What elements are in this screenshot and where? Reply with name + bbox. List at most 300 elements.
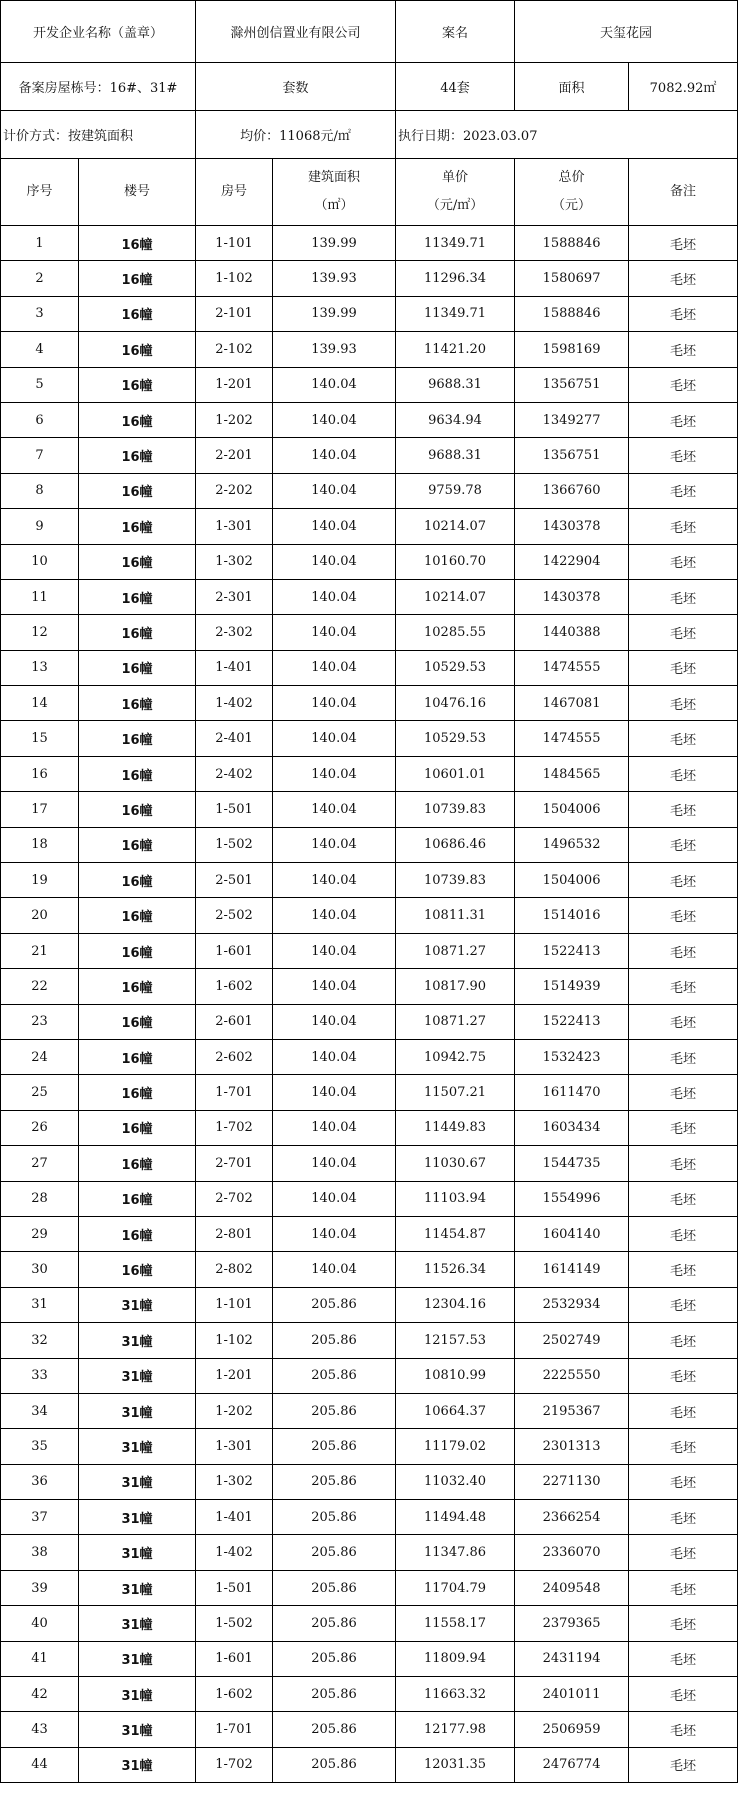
cell-room: 2-801 <box>196 1216 273 1251</box>
cell-building: 16幢 <box>79 615 196 650</box>
cell-total: 2195367 <box>515 1393 629 1428</box>
cell-room: 2-101 <box>196 296 273 331</box>
cell-remark: 毛坯 <box>629 1641 738 1676</box>
cell-area: 140.04 <box>273 1216 396 1251</box>
cell-remark: 毛坯 <box>629 1570 738 1605</box>
cell-total: 1496532 <box>515 827 629 862</box>
table-row <box>1 1075 738 1110</box>
cell-area: 205.86 <box>273 1429 396 1464</box>
cell-total: 2532934 <box>515 1287 629 1322</box>
cell-seq: 39 <box>1 1570 79 1605</box>
cell-remark: 毛坯 <box>629 1181 738 1216</box>
cell-area: 140.04 <box>273 579 396 614</box>
cell-building: 16幢 <box>79 509 196 544</box>
cell-remark: 毛坯 <box>629 1535 738 1570</box>
cell-building: 16幢 <box>79 863 196 898</box>
cell-room: 1-101 <box>196 1287 273 1322</box>
cell-room: 1-301 <box>196 509 273 544</box>
cell-remark: 毛坯 <box>629 1606 738 1641</box>
cell-area: 205.86 <box>273 1287 396 1322</box>
cell-total: 1598169 <box>515 332 629 367</box>
cell-total: 2379365 <box>515 1606 629 1641</box>
table-row <box>1 296 738 331</box>
cell-total: 1544735 <box>515 1146 629 1181</box>
cell-seq: 22 <box>1 969 79 1004</box>
cell-unit-price: 10214.07 <box>396 579 515 614</box>
table-row <box>1 686 738 721</box>
cell-area: 140.04 <box>273 473 396 508</box>
cell-unit-price: 11704.79 <box>396 1570 515 1605</box>
cell-seq: 12 <box>1 615 79 650</box>
cell-total: 1474555 <box>515 650 629 685</box>
table-row <box>1 1287 738 1322</box>
cell-area: 140.04 <box>273 863 396 898</box>
cell-area: 140.04 <box>273 1146 396 1181</box>
table-row <box>1 1641 738 1676</box>
cell-building: 16幢 <box>79 827 196 862</box>
cell-seq: 33 <box>1 1358 79 1393</box>
cell-room: 2-701 <box>196 1146 273 1181</box>
col-building: 楼号 <box>79 159 196 226</box>
cell-room: 2-302 <box>196 615 273 650</box>
column-header-row <box>1 159 738 226</box>
cell-building: 16幢 <box>79 261 196 296</box>
cell-total: 1366760 <box>515 473 629 508</box>
cell-seq: 27 <box>1 1146 79 1181</box>
cell-building: 31幢 <box>79 1429 196 1464</box>
cell-room: 1-702 <box>196 1747 273 1782</box>
cell-building: 16幢 <box>79 1039 196 1074</box>
cell-seq: 17 <box>1 792 79 827</box>
cell-total: 1588846 <box>515 296 629 331</box>
cell-room: 1-201 <box>196 367 273 402</box>
cell-seq: 44 <box>1 1747 79 1782</box>
table-row <box>1 1252 738 1287</box>
cell-unit-price: 11809.94 <box>396 1641 515 1676</box>
cell-seq: 1 <box>1 226 79 261</box>
cell-remark: 毛坯 <box>629 402 738 437</box>
cell-room: 1-502 <box>196 1606 273 1641</box>
table-row <box>1 1712 738 1747</box>
cell-area: 140.04 <box>273 367 396 402</box>
cell-unit-price: 11296.34 <box>396 261 515 296</box>
cell-remark: 毛坯 <box>629 1323 738 1358</box>
cell-remark: 毛坯 <box>629 1287 738 1322</box>
cell-remark: 毛坯 <box>629 1500 738 1535</box>
cell-unit-price: 12304.16 <box>396 1287 515 1322</box>
table-row <box>1 650 738 685</box>
cell-building: 16幢 <box>79 367 196 402</box>
cell-building: 31幢 <box>79 1677 196 1712</box>
cell-seq: 36 <box>1 1464 79 1499</box>
table-row <box>1 1606 738 1641</box>
buildings-label: 备案房屋栋号：16#、31# <box>1 63 196 111</box>
table-row <box>1 615 738 650</box>
cell-remark: 毛坯 <box>629 1358 738 1393</box>
table-row <box>1 544 738 579</box>
cell-area: 139.93 <box>273 332 396 367</box>
cell-room: 1-601 <box>196 933 273 968</box>
table-row <box>1 1146 738 1181</box>
cell-remark: 毛坯 <box>629 332 738 367</box>
cell-building: 16幢 <box>79 1181 196 1216</box>
cell-total: 2409548 <box>515 1570 629 1605</box>
cell-unit-price: 9688.31 <box>396 367 515 402</box>
cell-seq: 28 <box>1 1181 79 1216</box>
cell-remark: 毛坯 <box>629 1110 738 1145</box>
cell-seq: 29 <box>1 1216 79 1251</box>
table-row <box>1 261 738 296</box>
cell-seq: 3 <box>1 296 79 331</box>
table-row <box>1 332 738 367</box>
cell-remark: 毛坯 <box>629 1747 738 1782</box>
cell-seq: 23 <box>1 1004 79 1039</box>
cell-building: 16幢 <box>79 226 196 261</box>
cell-remark: 毛坯 <box>629 1216 738 1251</box>
table-row <box>1 1358 738 1393</box>
cell-building: 16幢 <box>79 756 196 791</box>
area-label: 面积 <box>515 63 629 111</box>
cell-area: 139.99 <box>273 296 396 331</box>
table-row <box>1 367 738 402</box>
cell-remark: 毛坯 <box>629 721 738 756</box>
cell-building: 16幢 <box>79 402 196 437</box>
cell-unit-price: 11507.21 <box>396 1075 515 1110</box>
cell-remark: 毛坯 <box>629 863 738 898</box>
col-total <box>515 159 629 226</box>
cell-room: 2-602 <box>196 1039 273 1074</box>
cell-area: 140.04 <box>273 402 396 437</box>
cell-total: 1532423 <box>515 1039 629 1074</box>
cell-seq: 21 <box>1 933 79 968</box>
table-row <box>1 827 738 862</box>
developer-label: 开发企业名称（盖章） <box>1 1 196 63</box>
table-row <box>1 509 738 544</box>
cell-total: 1611470 <box>515 1075 629 1110</box>
cell-area: 205.86 <box>273 1393 396 1428</box>
cell-total: 1588846 <box>515 226 629 261</box>
cell-total: 1467081 <box>515 686 629 721</box>
cell-area: 140.04 <box>273 1075 396 1110</box>
cell-room: 1-602 <box>196 1677 273 1712</box>
cell-area: 140.04 <box>273 509 396 544</box>
cell-remark: 毛坯 <box>629 1677 738 1712</box>
cell-room: 1-601 <box>196 1641 273 1676</box>
cell-room: 1-402 <box>196 686 273 721</box>
exec-date: 执行日期：2023.03.07 <box>396 111 738 159</box>
cell-building: 16幢 <box>79 1252 196 1287</box>
cell-seq: 43 <box>1 1712 79 1747</box>
cell-area: 205.86 <box>273 1677 396 1712</box>
cell-room: 1-101 <box>196 226 273 261</box>
cell-building: 31幢 <box>79 1464 196 1499</box>
table-row <box>1 1216 738 1251</box>
area-value: 7082.92㎡ <box>629 63 738 111</box>
cell-building: 16幢 <box>79 1146 196 1181</box>
cell-seq: 13 <box>1 650 79 685</box>
cell-building: 31幢 <box>79 1287 196 1322</box>
cell-area: 140.04 <box>273 827 396 862</box>
cell-remark: 毛坯 <box>629 367 738 402</box>
table-row <box>1 1393 738 1428</box>
cell-seq: 37 <box>1 1500 79 1535</box>
cell-building: 31幢 <box>79 1570 196 1605</box>
col-unit-price <box>396 159 515 226</box>
col-room: 房号 <box>196 159 273 226</box>
cell-seq: 30 <box>1 1252 79 1287</box>
cell-seq: 6 <box>1 402 79 437</box>
cell-room: 1-702 <box>196 1110 273 1145</box>
cell-room: 1-401 <box>196 1500 273 1535</box>
cell-seq: 10 <box>1 544 79 579</box>
cell-area: 140.04 <box>273 933 396 968</box>
cell-seq: 20 <box>1 898 79 933</box>
units-label: 套数 <box>196 63 396 111</box>
cell-building: 16幢 <box>79 933 196 968</box>
cell-building: 31幢 <box>79 1712 196 1747</box>
cell-area: 140.04 <box>273 792 396 827</box>
cell-remark: 毛坯 <box>629 1712 738 1747</box>
cell-total: 1580697 <box>515 261 629 296</box>
cell-unit-price: 10664.37 <box>396 1393 515 1428</box>
cell-seq: 26 <box>1 1110 79 1145</box>
cell-area: 140.04 <box>273 615 396 650</box>
cell-building: 16幢 <box>79 1216 196 1251</box>
cell-room: 2-102 <box>196 332 273 367</box>
pricing-row <box>1 111 738 159</box>
cell-seq: 7 <box>1 438 79 473</box>
cell-building: 31幢 <box>79 1393 196 1428</box>
cell-unit-price: 10285.55 <box>396 615 515 650</box>
table-row <box>1 721 738 756</box>
developer-row <box>1 1 738 63</box>
cell-total: 2336070 <box>515 1535 629 1570</box>
cell-unit-price: 9759.78 <box>396 473 515 508</box>
cell-total: 1554996 <box>515 1181 629 1216</box>
cell-total: 1349277 <box>515 402 629 437</box>
cell-total: 2301313 <box>515 1429 629 1464</box>
cell-total: 1422904 <box>515 544 629 579</box>
project-name: 天玺花园 <box>515 1 738 63</box>
cell-total: 2502749 <box>515 1323 629 1358</box>
col-area-unit: （㎡） <box>314 198 354 213</box>
cell-area: 140.04 <box>273 1039 396 1074</box>
cell-building: 16幢 <box>79 792 196 827</box>
table-row <box>1 579 738 614</box>
cell-seq: 14 <box>1 686 79 721</box>
cell-area: 205.86 <box>273 1641 396 1676</box>
cell-building: 16幢 <box>79 969 196 1004</box>
cell-unit-price: 12157.53 <box>396 1323 515 1358</box>
cell-remark: 毛坯 <box>629 544 738 579</box>
cell-area: 205.86 <box>273 1747 396 1782</box>
cell-area: 205.86 <box>273 1323 396 1358</box>
cell-unit-price: 10811.31 <box>396 898 515 933</box>
col-area <box>273 159 396 226</box>
cell-room: 1-201 <box>196 1358 273 1393</box>
cell-seq: 38 <box>1 1535 79 1570</box>
cell-area: 140.04 <box>273 1110 396 1145</box>
cell-room: 1-402 <box>196 1535 273 1570</box>
cell-total: 1522413 <box>515 933 629 968</box>
table-row <box>1 863 738 898</box>
cell-remark: 毛坯 <box>629 615 738 650</box>
cell-seq: 42 <box>1 1677 79 1712</box>
cell-unit-price: 11558.17 <box>396 1606 515 1641</box>
developer-name: 滁州创信置业有限公司 <box>196 1 396 63</box>
cell-room: 1-701 <box>196 1712 273 1747</box>
cell-building: 16幢 <box>79 1004 196 1039</box>
project-label: 案名 <box>396 1 515 63</box>
cell-remark: 毛坯 <box>629 792 738 827</box>
cell-room: 2-301 <box>196 579 273 614</box>
cell-area: 140.04 <box>273 898 396 933</box>
cell-unit-price: 10810.99 <box>396 1358 515 1393</box>
cell-room: 1-102 <box>196 261 273 296</box>
cell-remark: 毛坯 <box>629 1146 738 1181</box>
cell-seq: 9 <box>1 509 79 544</box>
cell-unit-price: 11347.86 <box>396 1535 515 1570</box>
cell-room: 1-401 <box>196 650 273 685</box>
cell-total: 2476774 <box>515 1747 629 1782</box>
cell-total: 1504006 <box>515 792 629 827</box>
cell-unit-price: 11421.20 <box>396 332 515 367</box>
cell-unit-price: 10739.83 <box>396 863 515 898</box>
table-row <box>1 792 738 827</box>
cell-seq: 18 <box>1 827 79 862</box>
cell-total: 1430378 <box>515 579 629 614</box>
cell-unit-price: 11349.71 <box>396 226 515 261</box>
cell-area: 140.04 <box>273 438 396 473</box>
cell-building: 16幢 <box>79 721 196 756</box>
cell-remark: 毛坯 <box>629 686 738 721</box>
cell-area: 140.04 <box>273 1004 396 1039</box>
cell-unit-price: 11349.71 <box>396 296 515 331</box>
cell-total: 1603434 <box>515 1110 629 1145</box>
col-total-unit: （元） <box>552 198 592 213</box>
table-row <box>1 898 738 933</box>
cell-seq: 2 <box>1 261 79 296</box>
cell-seq: 11 <box>1 579 79 614</box>
cell-total: 1356751 <box>515 367 629 402</box>
cell-room: 1-202 <box>196 1393 273 1428</box>
cell-building: 16幢 <box>79 686 196 721</box>
cell-unit-price: 10739.83 <box>396 792 515 827</box>
cell-total: 1604140 <box>515 1216 629 1251</box>
cell-area: 140.04 <box>273 756 396 791</box>
cell-building: 16幢 <box>79 438 196 473</box>
cell-unit-price: 11179.02 <box>396 1429 515 1464</box>
cell-area: 205.86 <box>273 1500 396 1535</box>
cell-seq: 16 <box>1 756 79 791</box>
cell-remark: 毛坯 <box>629 756 738 791</box>
cell-remark: 毛坯 <box>629 438 738 473</box>
cell-unit-price: 9634.94 <box>396 402 515 437</box>
cell-unit-price: 10476.16 <box>396 686 515 721</box>
cell-unit-price: 11494.48 <box>396 1500 515 1535</box>
cell-seq: 35 <box>1 1429 79 1464</box>
cell-unit-price: 11454.87 <box>396 1216 515 1251</box>
table-row <box>1 1039 738 1074</box>
cell-room: 2-601 <box>196 1004 273 1039</box>
cell-unit-price: 9688.31 <box>396 438 515 473</box>
table-row <box>1 756 738 791</box>
cell-area: 140.04 <box>273 721 396 756</box>
pricing-method: 计价方式：按建筑面积 <box>1 111 196 159</box>
cell-room: 2-402 <box>196 756 273 791</box>
cell-area: 205.86 <box>273 1570 396 1605</box>
cell-seq: 25 <box>1 1075 79 1110</box>
cell-total: 2431194 <box>515 1641 629 1676</box>
cell-seq: 5 <box>1 367 79 402</box>
cell-remark: 毛坯 <box>629 226 738 261</box>
cell-room: 1-102 <box>196 1323 273 1358</box>
table-row <box>1 1747 738 1782</box>
cell-room: 1-301 <box>196 1429 273 1464</box>
cell-remark: 毛坯 <box>629 1429 738 1464</box>
cell-building: 16幢 <box>79 332 196 367</box>
col-total-title: 总价 <box>558 170 585 185</box>
cell-remark: 毛坯 <box>629 1393 738 1428</box>
cell-total: 1356751 <box>515 438 629 473</box>
cell-total: 2401011 <box>515 1677 629 1712</box>
cell-seq: 4 <box>1 332 79 367</box>
cell-building: 31幢 <box>79 1606 196 1641</box>
cell-total: 1474555 <box>515 721 629 756</box>
cell-building: 31幢 <box>79 1323 196 1358</box>
cell-area: 140.04 <box>273 1252 396 1287</box>
cell-room: 1-302 <box>196 544 273 579</box>
table-row <box>1 1570 738 1605</box>
cell-room: 2-802 <box>196 1252 273 1287</box>
cell-building: 31幢 <box>79 1747 196 1782</box>
cell-unit-price: 11449.83 <box>396 1110 515 1145</box>
cell-unit-price: 10871.27 <box>396 1004 515 1039</box>
table-row <box>1 473 738 508</box>
table-row <box>1 1429 738 1464</box>
cell-building: 16幢 <box>79 1075 196 1110</box>
cell-area: 140.04 <box>273 686 396 721</box>
col-unit-price-title: 单价 <box>442 170 469 185</box>
cell-building: 16幢 <box>79 898 196 933</box>
table-row <box>1 1181 738 1216</box>
cell-unit-price: 10817.90 <box>396 969 515 1004</box>
table-row <box>1 1500 738 1535</box>
cell-room: 2-401 <box>196 721 273 756</box>
cell-building: 16幢 <box>79 650 196 685</box>
cell-total: 1440388 <box>515 615 629 650</box>
cell-seq: 34 <box>1 1393 79 1428</box>
cell-seq: 24 <box>1 1039 79 1074</box>
cell-unit-price: 10686.46 <box>396 827 515 862</box>
cell-building: 16幢 <box>79 1110 196 1145</box>
cell-area: 140.04 <box>273 650 396 685</box>
cell-unit-price: 12177.98 <box>396 1712 515 1747</box>
cell-seq: 8 <box>1 473 79 508</box>
cell-unit-price: 10601.01 <box>396 756 515 791</box>
cell-room: 1-302 <box>196 1464 273 1499</box>
cell-unit-price: 10942.75 <box>396 1039 515 1074</box>
cell-remark: 毛坯 <box>629 1464 738 1499</box>
cell-total: 1430378 <box>515 509 629 544</box>
cell-area: 140.04 <box>273 544 396 579</box>
col-unit-price-unit: （元/㎡） <box>426 198 484 213</box>
cell-area: 140.04 <box>273 1181 396 1216</box>
cell-room: 2-201 <box>196 438 273 473</box>
cell-seq: 41 <box>1 1641 79 1676</box>
cell-total: 2366254 <box>515 1500 629 1535</box>
cell-area: 139.99 <box>273 226 396 261</box>
